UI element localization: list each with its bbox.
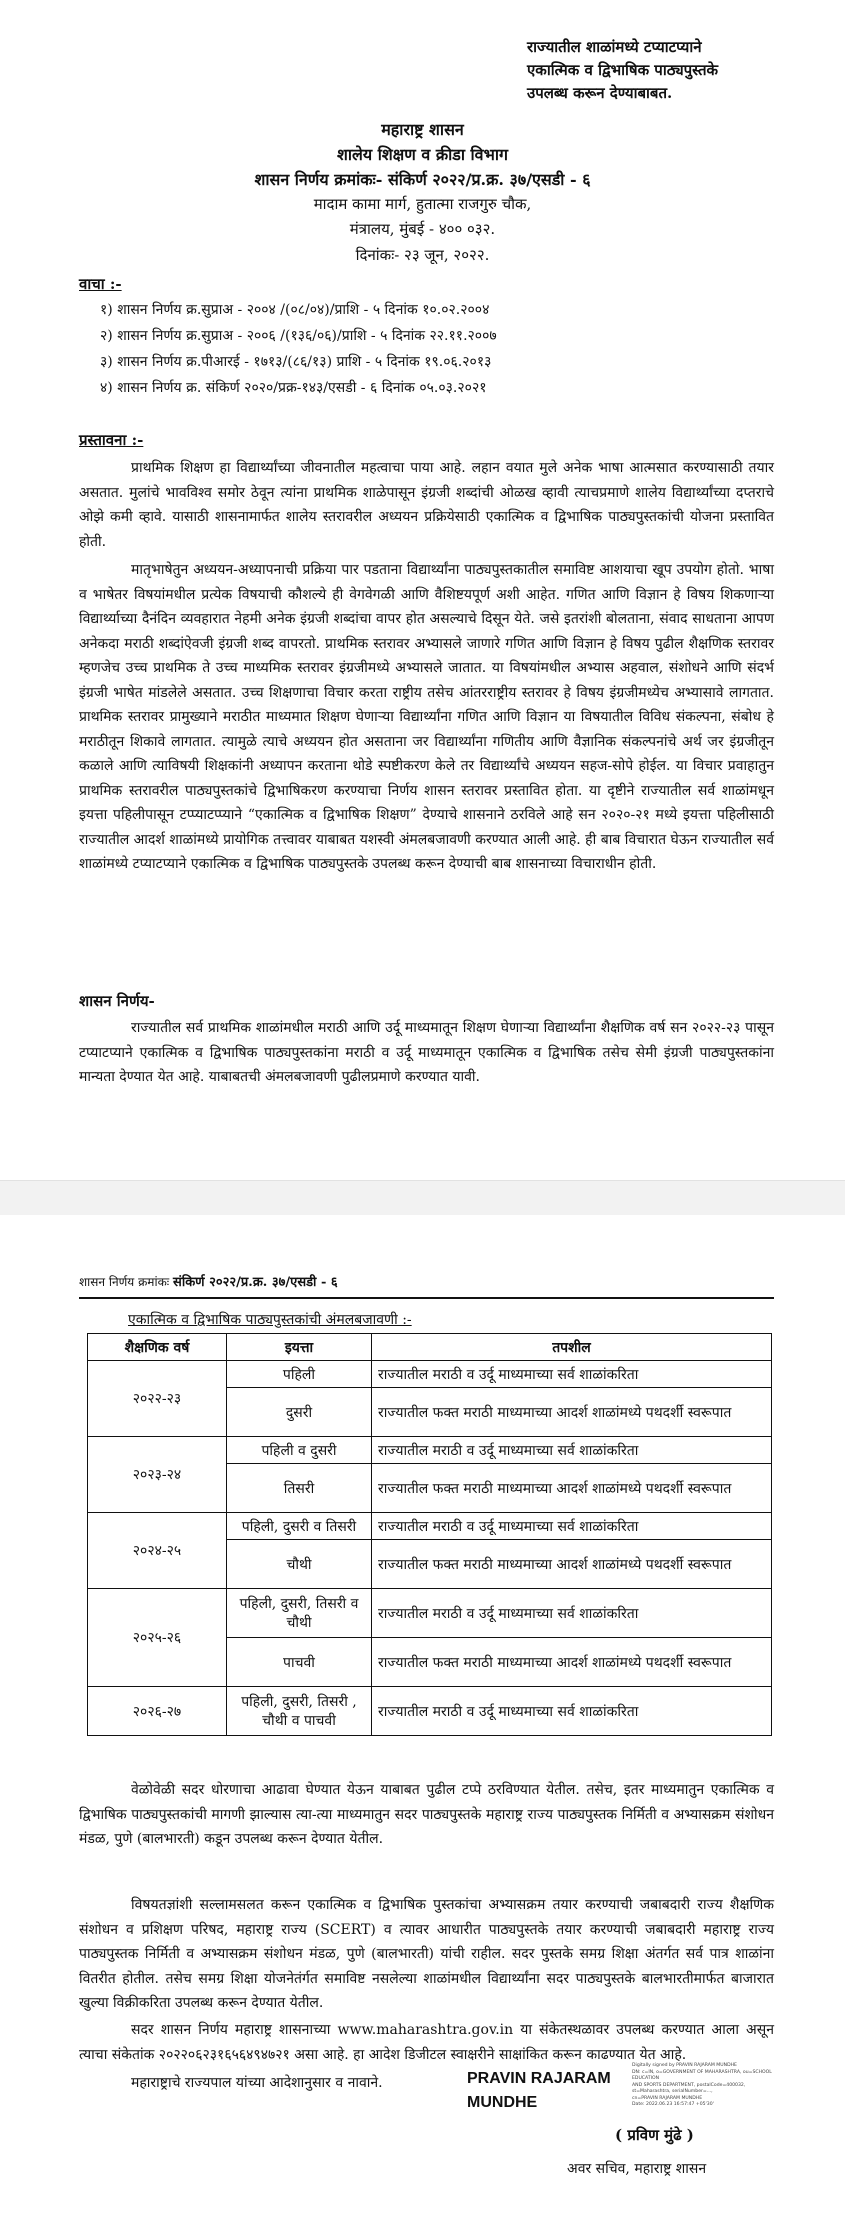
table-row [88, 1437, 772, 1464]
reference-item: २) शासन निर्णय क्र.सुप्राअ - २००६ /(१३६/०६)/प्राशि - ५ दिनांक २२.११.२००७ [100, 328, 497, 344]
digital-signature-stamp [632, 2063, 800, 2121]
detail-cell: राज्यातील फक्त मराठी माध्यमाच्या आदर्श शाळांमध्ये पथदर्शी स्वरूपात [372, 1388, 772, 1437]
subject-line: राज्यातील शाळांमध्ये टप्याटप्याने [527, 38, 702, 56]
year-cell: २०२४-२५ [88, 1513, 227, 1589]
class-cell: तिसरी [227, 1464, 372, 1513]
table-row [88, 1687, 772, 1736]
subject-line: उपलब्ध करून देण्याबाबत. [527, 84, 673, 102]
stamp-line: DN: c=IN, o=GOVERNMENT OF MAHARASHTRA, ou=SCHOOL EDUCATION [632, 2069, 772, 2081]
stamp-line: cn=PRAVIN RAJARAM MUNDHE [632, 2095, 703, 2101]
detail-cell: राज्यातील फक्त मराठी माध्यमाच्या आदर्श शाळांमध्ये पथदर्शी स्वरूपात [372, 1638, 772, 1687]
signer-name [467, 2067, 617, 2115]
class-cell: पहिली [227, 1361, 372, 1388]
class-cell: दुसरी [227, 1388, 372, 1437]
detail-cell: राज्यातील मराठी व उर्दू माध्यमाच्या सर्व शाळांकरिता [372, 1687, 772, 1736]
column-header-year: शैक्षणिक वर्ष [88, 1334, 227, 1361]
stamp-line: Date: 2022.06.23 16:57:47 +05'30' [632, 2102, 714, 2107]
column-header-detail: तपशील [372, 1334, 772, 1361]
closing-line: महाराष्ट्राचे राज्यपाल यांच्या आदेशानुसार व नावाने. [131, 2075, 383, 2091]
table-row [88, 1589, 772, 1638]
detail-cell: राज्यातील मराठी व उर्दू माध्यमाच्या सर्व शाळांकरिता [372, 1437, 772, 1464]
year-cell: २०२३-२४ [88, 1437, 227, 1513]
preamble-paragraph-1: प्राथमिक शिक्षण हा विद्यार्थ्यांच्या जीवनातील महत्वाचा पाया आहे. लहान वयात मुले अनेक भाषा आत्मसात करण्यासाठी तयार असतात. मुलांचे भावविश्व समोर ठेवून त्यांना प्राथमिक शाळेपासून इंग्रजी शब्दांची ओळख व्हावी त्याचप्रमाणे शालेय विद्यार्थ्यांच्या दप्तराचे ओझे कमी व्हावे. यासाठी शासनामार्फत शालेय स्तरावरील अध्ययन प्रक्रियेसाठी एकात्मिक व द्विभाषिक पाठ्यपुस्तकांची योजना प्रस्तावित होती. [79, 460, 774, 550]
responsibility-paragraph: विषयतज्ञांशी सल्लामसलत करून एकात्मिक व द्विभाषिक पुस्तकांचा अभ्यासक्रम तयार करण्याची जबाबदारी राज्य शैक्षणिक संशोधन व प्रशिक्षण परिषद, महाराष्ट्र राज्य (SCERT) व त्यावर आधारीत पाठ्यपुस्तके तयार करण्याची जबाबदारी महाराष्ट्र राज्य पाठ्यपुस्तक निर्मिती व अभ्यासक्रम संशोधन मंडळ, पुणे (बालभारती) यांची राहील. सदर पुस्तके समग्र शिक्षा अंतर्गत सर्व पात्र शाळांना वितरीत होतील. तसेच समग्र शिक्षा योजनेतंर्गत समाविष्ट नसलेल्या शाळांमधील विद्यार्थ्यांना सदर पाठ्यपुस्तके बालभारतीमार्फत बाजारात खुल्या विक्रीकरिता उपलब्ध करून देण्यात येतील. [79, 1897, 774, 2011]
column-header-class: इयत्ता [227, 1334, 372, 1361]
detail-cell: राज्यातील फक्त मराठी माध्यमाच्या आदर्श शाळांमध्ये पथदर्शी स्वरूपात [372, 1464, 772, 1513]
detail-cell: राज्यातील मराठी व उर्दू माध्यमाच्या सर्व शाळांकरिता [372, 1513, 772, 1540]
table-row [88, 1361, 772, 1388]
page2-header [79, 1272, 338, 1290]
decision-label: शासन निर्णय- [79, 992, 155, 1010]
signer-devanagari-name: ( प्रविण मुंढे ) [615, 2126, 694, 2144]
page-separator [0, 1180, 845, 1217]
reference-item: १) शासन निर्णय क्र.सुप्राअ - २००४ /(०८/०४)/प्राशि - ५ दिनांक १०.०२.२००४ [100, 302, 490, 318]
signer-designation: अवर सचिव, महाराष्ट्र शासन [567, 2161, 707, 2177]
class-cell: पहिली, दुसरी, तिसरी व चौथी [227, 1589, 372, 1638]
year-cell: २०२६-२७ [88, 1687, 227, 1736]
stamp-line: st=Maharashtra, serialNumber=..., [632, 2089, 713, 2094]
table-caption: एकात्मिक व द्विभाषिक पाठ्यपुस्तकांची अंमलबजावणी :- [128, 1312, 412, 1328]
year-cell: २०२५-२६ [88, 1589, 227, 1687]
page2-header-prefix: शासन निर्णय क्रमांकः [79, 1275, 170, 1289]
preamble-label: प्रस्तावना :- [79, 431, 144, 449]
document-date: दिनांकः- २३ जून, २०२२. [355, 246, 490, 264]
policy-review-paragraph: वेळोवेळी सदर धोरणाचा आढावा घेण्यात येऊन याबाबत पुढील टप्पे ठरविण्यात येतील. तसेच, इतर माध्यमातुन एकात्मिक व द्विभाषिक पाठ्यपुस्तकांची मागणी झाल्यास त्या-त्या माध्यमातुन सदर पाठ्यपुस्तके महाराष्ट्र राज्य पाठ्यपुस्तक निर्मिती व अभ्यासक्रम संशोधन मंडळ, पुणे (बालभारती) कडून उपलब्ध करून देण्यात येतील. [79, 1782, 774, 1847]
header-rule [79, 1297, 774, 1299]
year-cell: २०२२-२३ [88, 1361, 227, 1437]
decision-paragraph: राज्यातील सर्व प्राथमिक शाळांमधील मराठी आणि उर्दू माध्यमातून शिक्षण घेणाऱ्या विद्यार्थ्यांना शैक्षणिक वर्ष सन २०२२-२३ पासून टप्याटप्याने एकात्मिक व द्विभाषिक पाठ्यपुस्तकांना मराठी व उर्दू माध्यमातून एकात्मिक व द्विभाषिक तसेच सेमी इंग्रजी पाठ्यपुस्तकांना मान्यता देण्यात येत आहे. याबाबतची अंमलबजावणी पुढीलप्रमाणे करण्यात यावी. [79, 1020, 774, 1085]
website-paragraph: सदर शासन निर्णय महाराष्ट्र शासनाच्या www.maharashtra.gov.in या संकेतस्थळावर उपलब्ध करण्यात आला असून त्याचा संकेतांक २०२२०६२३१६५६४९४७२१ असा आहे. हा आदेश डिजीटल स्वाक्षरीने साक्षांकित करून काढण्यात येत आहे. [79, 2022, 774, 2063]
address-line-2: मंत्रालय, मुंबई - ४०० ०३२. [349, 220, 496, 238]
signer-name-line: PRAVIN RAJARAM [467, 2070, 611, 2087]
page2-header-number: संकिर्ण २०२२/प्र.क्र. ३७/एसडी - ६ [173, 1275, 338, 1290]
detail-cell: राज्यातील मराठी व उर्दू माध्यमाच्या सर्व शाळांकरिता [372, 1361, 772, 1388]
subject-line: एकात्मिक व द्विभाषिक पाठ्यपुस्तके [527, 61, 719, 79]
table-row [88, 1513, 772, 1540]
class-cell: पहिली, दुसरी व तिसरी [227, 1513, 372, 1540]
class-cell: पाचवी [227, 1638, 372, 1687]
stamp-line: Digitally signed by PRAVIN RAJARAM MUNDHE [632, 2063, 737, 2068]
reference-item: ४) शासन निर्णय क्र. संकिर्ण २०२०/प्रक्र-१४३/एसडी - ६ दिनांक ०५.०३.२०२१ [100, 380, 487, 396]
department-title: शालेय शिक्षण व क्रीडा विभाग [337, 145, 508, 164]
detail-cell: राज्यातील मराठी व उर्दू माध्यमाच्या सर्व शाळांकरिता [372, 1589, 772, 1638]
preamble-paragraph-2: मातृभाषेतुन अध्ययन-अध्यापनाची प्रक्रिया पार पडताना विद्यार्थ्यांना पाठ्यपुस्तकातील समाविष्ट आशयाचा खूप उपयोग होतो. भाषा व भाषेतर विषयांमधील प्रत्येक विषयाची कौशल्ये ही वेगवेगळी आणि वैशिष्टयपूर्ण अशी आहेत. गणित आणि विज्ञान हे विषय शिकणाऱ्या विद्यार्थ्याच्या दैनंदिन व्यवहारात नेहमी अनेक इंग्रजी शब्दांचा वापर होत असल्याचे दिसून येते. जसे इतरांशी बोलताना, संवाद साधताना आपण अनेकदा मराठी शब्दांऐवजी इंग्रजी शब्द वापरतो. प्राथमिक स्तरावर अभ्यासले जाणारे गणित आणि विज्ञान हे विषय पुढील शैक्षणिक स्तरावर म्हणजेच उच्च प्राथमिक ते उच्च माध्यमिक स्तरावर इंग्रजीमध्ये अभ्यासले जातात. या विषयांमधील अभ्यास अहवाल, संशोधने आणि संदर्भ इंग्रजी भाषेत मांडलेले असतात. उच्च शिक्षणाचा विचार करता राष्ट्रीय तसेच आंतरराष्ट्रीय स्तरावर हे विषय इंग्रजीमध्येच अभ्यासावे लागतात. प्राथमिक स्तरावर प्रामुख्याने मराठीत माध्यमात शिक्षण घेणाऱ्या विद्यार्थ्यांना गणित आणि विज्ञान या विषयातील विविध संकल्पना, संबोध हे मराठीतून शिकावे लागतात. त्यामुळे त्याचे अध्ययन होत असताना जर विद्यार्थ्यांना गणितीय आणि वैज्ञानिक संकल्पनांचे अर्थ जर इंग्रजीतून कळाले आणि त्याविषयी शिक्षकांनी अध्यापन करताना थोडे स्पष्टीकरण केले तर विद्यार्थ्यांचे अध्ययन सहज-सोपे होईल. या विचार प्रवाहातुन प्राथमिक स्तरावरील पाठ्यपुस्तकांचे द्विभाषिकरण करण्याचा निर्णय शासन स्तरावर प्रस्तावित होता. या दृष्टीने राज्यातील सर्व शाळांमधून इयत्ता पहिलीपासून टप्प्याटप्प्याने “एकात्मिक व द्विभाषिक शिक्षण” देण्याचे शासनाने ठरविले आहे सन २०२०-२१ मध्ये इयत्ता पहिलीसाठी राज्यातील आदर्श शाळांमध्ये प्रायोगिक तत्त्वावर याबाबत यशस्वी अंमलबजावणी करण्यात आली आहे. ही बाब विचारात घेऊन राज्यातील सर्व शाळांमध्ये टप्याटप्याने एकात्मिक व द्विभाषिक पाठ्यपुस्तके उपलब्ध करून देण्याची बाब शासनाच्या विचाराधीन होती. [79, 562, 774, 872]
table-header-row [88, 1334, 772, 1361]
address-line-1: मादाम कामा मार्ग, हुतात्मा राजगुरु चौक, [313, 195, 532, 213]
gr-number: शासन निर्णय क्रमांकः- संकिर्ण २०२२/प्र.क्र. ३७/एसडी - ६ [254, 170, 591, 189]
reference-item: ३) शासन निर्णय क्र.पीआरई - १७१३/(८६/१३) प्राशि - ५ दिनांक १९.०६.२०१३ [100, 354, 492, 370]
signer-name-line: MUNDHE [467, 2094, 538, 2111]
references-label: वाचा :- [79, 275, 122, 293]
stamp-line: AND SPORTS DEPARTMENT, postalCode=400032, [632, 2082, 746, 2088]
government-title: महाराष्ट्र शासन [381, 120, 464, 139]
class-cell: चौथी [227, 1540, 372, 1589]
class-cell: पहिली व दुसरी [227, 1437, 372, 1464]
implementation-table [87, 1333, 772, 1736]
subject-block [527, 36, 827, 105]
class-cell: पहिली, दुसरी, तिसरी , चौथी व पाचवी [227, 1687, 372, 1736]
detail-cell: राज्यातील फक्त मराठी माध्यमाच्या आदर्श शाळांमध्ये पथदर्शी स्वरूपात [372, 1540, 772, 1589]
